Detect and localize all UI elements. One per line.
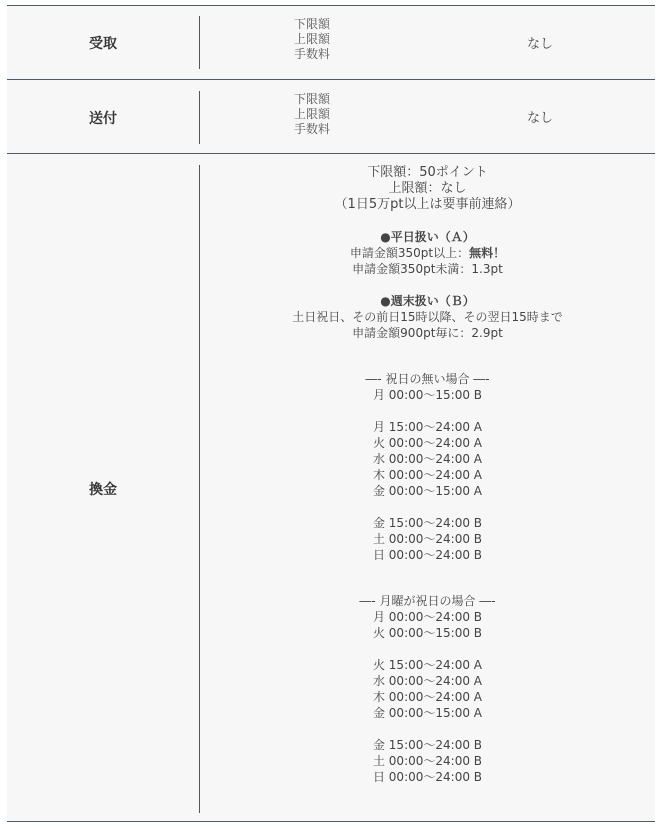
weekday-line1-prefix: 申請金額350pt以上： bbox=[349, 246, 470, 260]
schedule-line: 火 00:00～24:00 A bbox=[372, 436, 482, 450]
row-receive-value: なし bbox=[527, 37, 554, 52]
weekday-title: ●平日扱い（Ａ） bbox=[380, 230, 475, 244]
row-send-label: 送付 bbox=[89, 111, 117, 127]
row-send bbox=[7, 80, 655, 154]
column-divider bbox=[199, 16, 200, 69]
item-fee: 手数料 bbox=[294, 122, 331, 136]
weekend-line1: 土日祝日、その前日15時以降、その翌日15時まで bbox=[292, 310, 563, 324]
schedule-line: 水 00:00～24:00 A bbox=[372, 674, 482, 688]
column-divider bbox=[199, 91, 200, 144]
row-send-value: なし bbox=[527, 111, 554, 126]
weekday-line2: 申請金額350pt未満：1.3pt bbox=[352, 262, 503, 276]
weekend-line2: 申請金額900pt毎に：2.9pt bbox=[352, 326, 503, 340]
schedule-line: 月 00:00～24:00 B bbox=[372, 610, 483, 624]
schedule-line: 土 00:00～24:00 B bbox=[372, 754, 483, 768]
schedule-monday-holiday-title: ―- 月曜が祝日の場合 ―- bbox=[359, 594, 496, 608]
schedule-line: 月 15:00～24:00 A bbox=[372, 420, 482, 434]
schedule-line: 土 00:00～24:00 B bbox=[372, 532, 483, 546]
row-receive bbox=[7, 5, 655, 80]
row-send-items bbox=[294, 92, 330, 137]
row-receive-items bbox=[294, 17, 330, 62]
exchange-note: （1日5万pt以上は要事前連絡） bbox=[334, 197, 521, 212]
item-max: 上限額 bbox=[294, 107, 331, 121]
schedule-line: 水 00:00～24:00 A bbox=[372, 452, 482, 466]
row-exchange-label: 換金 bbox=[89, 482, 117, 498]
schedule-line: 金 15:00～24:00 B bbox=[372, 738, 483, 752]
item-fee: 手数料 bbox=[294, 47, 331, 61]
row-exchange bbox=[7, 154, 655, 822]
exchange-details bbox=[200, 165, 655, 785]
schedule-line: 日 00:00～24:00 B bbox=[372, 548, 483, 562]
schedule-line: 火 15:00～24:00 A bbox=[372, 658, 482, 672]
schedule-line: 木 00:00～24:00 A bbox=[372, 468, 482, 482]
item-min: 下限額 bbox=[294, 17, 331, 31]
exchange-min: 下限額：50ポイント bbox=[367, 165, 488, 180]
item-max: 上限額 bbox=[294, 32, 331, 46]
item-min: 下限額 bbox=[294, 92, 331, 106]
schedule-line: 月 00:00～15:00 B bbox=[372, 388, 483, 402]
schedule-no-holiday-title: ―- 祝日の無い場合 ―- bbox=[365, 372, 490, 386]
weekend-title: ●週末扱い（Ｂ） bbox=[380, 294, 475, 308]
weekday-line1 bbox=[200, 245, 655, 261]
row-receive-label: 受取 bbox=[89, 36, 117, 52]
weekday-free-badge: 無料！ bbox=[469, 246, 506, 260]
schedule-line: 日 00:00～24:00 B bbox=[372, 770, 483, 784]
exchange-max: 上限額：なし bbox=[388, 181, 467, 196]
schedule-line: 金 00:00～15:00 A bbox=[372, 706, 482, 720]
schedule-line: 金 15:00～24:00 B bbox=[372, 516, 483, 530]
schedule-line: 木 00:00～24:00 A bbox=[372, 690, 482, 704]
schedule-line: 火 00:00～15:00 B bbox=[372, 626, 483, 640]
schedule-line: 金 00:00～15:00 A bbox=[372, 484, 482, 498]
